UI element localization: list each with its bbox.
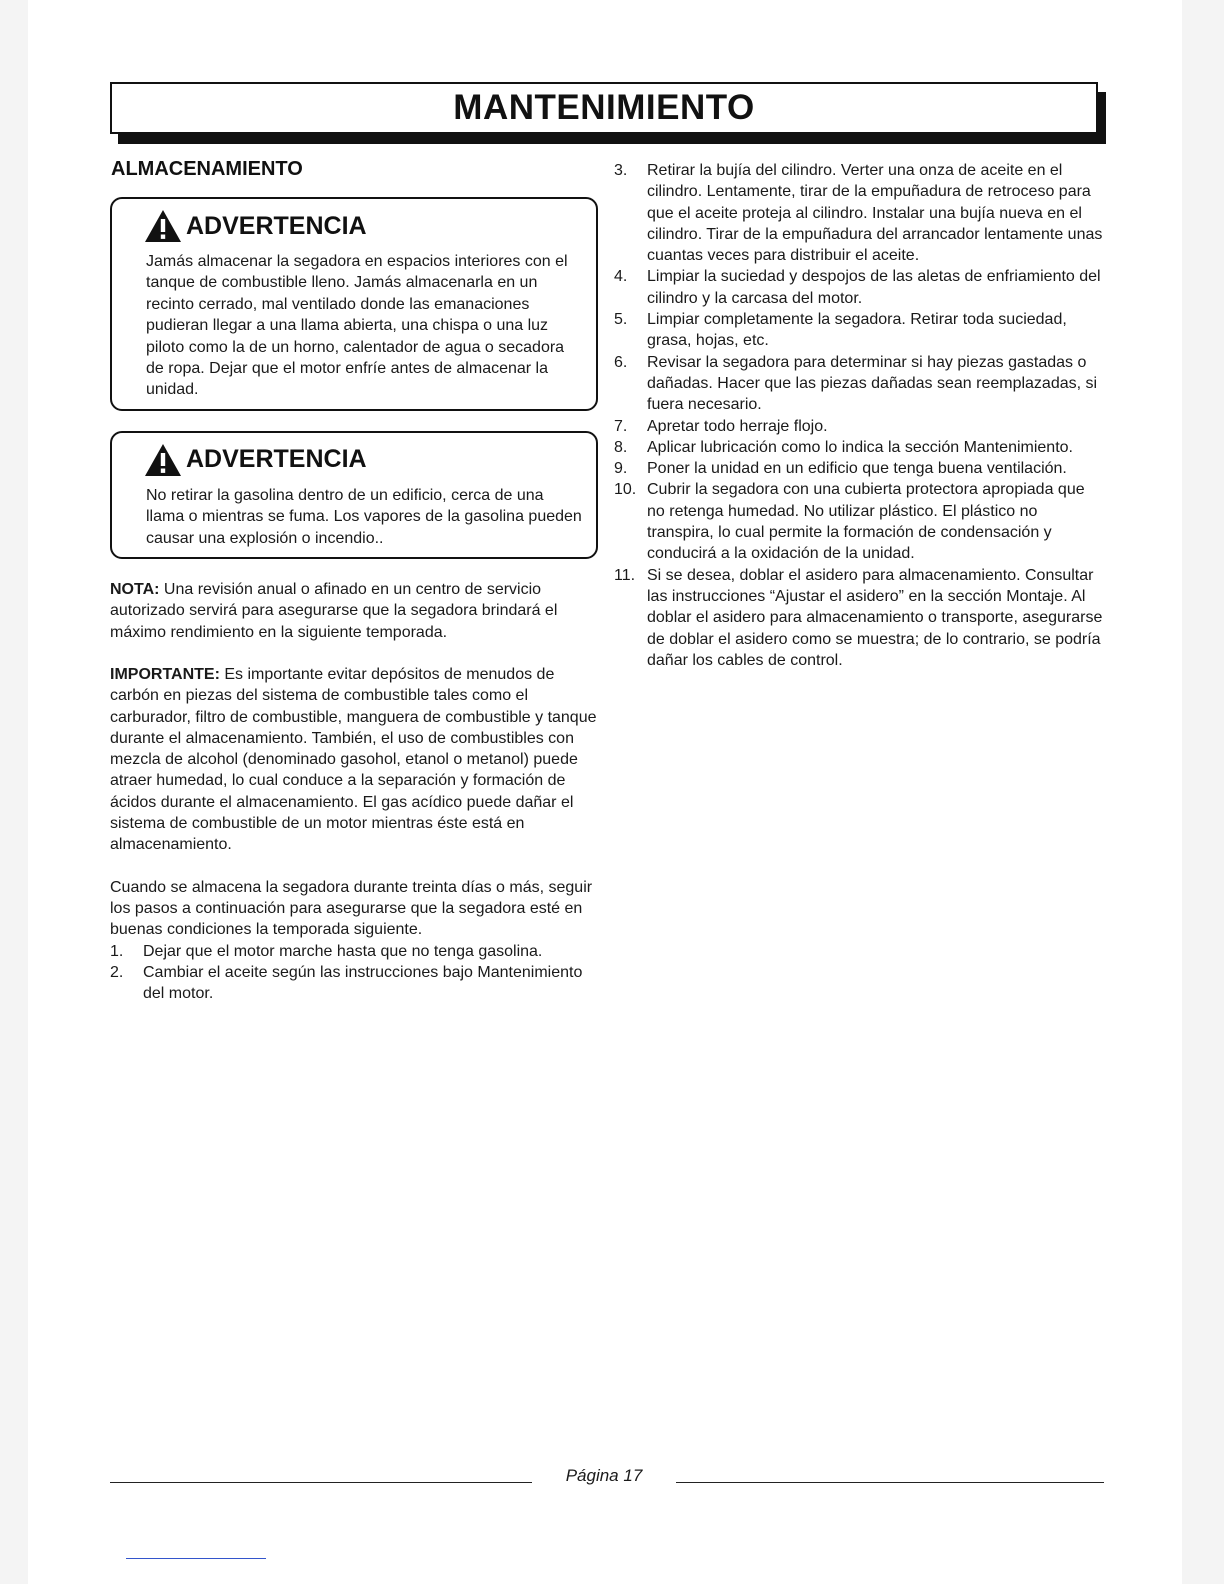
section-banner <box>110 82 1098 134</box>
right-column <box>614 160 1106 671</box>
warning-text: No retirar la gasolina dentro de un edificio, cerca de una llama o mientras se fuma. Los vapores de la gasolina pueden causar una explosión o incendio.. <box>146 486 582 547</box>
warning-box-storage <box>110 197 598 411</box>
note-paragraph <box>110 579 600 643</box>
note-label: NOTA: <box>110 581 160 599</box>
section-title: ALMACENAMIENTO <box>111 158 303 180</box>
warning-header <box>144 209 584 243</box>
warning-box-gasoline <box>110 431 598 559</box>
warning-triangle-icon <box>144 209 182 243</box>
warning-triangle-icon <box>144 443 182 477</box>
important-text: Es importante evitar depósitos de menudos de carbón en piezas del sistema de combustible tales como el carburador, filtro de combustible, manguera de combustible y tanque durante el almacenamiento. También, el uso de combustibles con mezcla de alcohol (denominado gasohol, etanol o metanol) puede atraer humedad, lo cual conduce a la separación y formación de ácidos durante el almacenamiento. El gas acídico puede dañar el sistema de combustible de un motor mientras éste está en almacenamiento. <box>110 665 597 854</box>
list-item: 6. Revisar la segadora para determinar si hay piezas gastadas o dañadas. Hacer que las piezas dañadas sean reemplazadas, si fuera necesario. <box>614 353 1098 414</box>
steps-list-right <box>614 160 1106 671</box>
note-text: Una revisión anual o afinado en un centro de servicio autorizado servirá para asegurarse que la segadora brindará el máximo rendimiento en la siguiente temporada. <box>110 581 558 641</box>
page-number: Página 17 <box>565 1466 643 1485</box>
list-item: 9. Poner la unidad en un edificio que tenga buena ventilación. <box>614 460 1067 478</box>
left-column <box>110 158 600 1004</box>
warning-title: ADVERTENCIA <box>186 211 367 240</box>
warning-header <box>144 443 584 477</box>
warning-text: Jamás almacenar la segadora en espacios interiores con el tanque de combustible lleno. Jamás almacenarla en un recinto cerrado, mal ventilado donde las emanaciones pudieran llegar a una llama abierta, una chispa o una luz piloto como la de un horno, calentador de agua o secadora de ropa. Dejar que el motor enfríe antes de almacenar la unidad. <box>146 253 568 399</box>
list-item: 10. Cubrir la segadora con una cubierta protectora apropiada que no retenga humedad. No utilizar plástico. El plástico no transpira, lo cual permite la formación de condensación y conducirá a la oxidación de la unidad. <box>614 481 1085 563</box>
list-item: 3. Retirar la bujía del cilindro. Verter una onza de aceite en el cilindro. Lentamente, tirar de la empuñadura de retroceso para que el aceite proteja al cilindro. Instalar una bujía nueva en el cilindro. Tirar de la empuñadura del arrancador lentamente unas cuantas veces para distribuir el aceite. <box>614 162 1103 265</box>
list-item: 4. Limpiar la suciedad y despojos de las aletas de enfriamiento del cilindro y la carcasa del motor. <box>614 268 1101 307</box>
intro-paragraph: Cuando se almacena la segadora durante treinta días o más, seguir los pasos a continuación para asegurarse que la segadora esté en buenas condiciones la temporada siguiente. <box>110 878 593 939</box>
important-label: IMPORTANTE: <box>110 665 220 683</box>
warning-title: ADVERTENCIA <box>186 445 367 474</box>
list-item: 7. Apretar todo herraje flojo. <box>614 417 828 435</box>
list-item: 2. Cambiar el aceite según las instrucciones bajo Mantenimiento del motor. <box>110 963 583 1003</box>
steps-list-left <box>110 941 600 1005</box>
important-paragraph <box>110 664 600 856</box>
footer-divider <box>676 1482 1104 1483</box>
footer-divider <box>110 1482 532 1483</box>
page-footer <box>110 1466 1104 1490</box>
page-title: MANTENIMIENTO <box>453 88 755 127</box>
list-item: 5. Limpiar completamente la segadora. Retirar toda suciedad, grasa, hojas, etc. <box>614 311 1067 350</box>
list-item: 8. Aplicar lubricación como lo indica la sección Mantenimiento. <box>614 438 1073 456</box>
list-item: 11. Si se desea, doblar el asidero para almacenamiento. Consultar las instrucciones “Ajustar el asidero” en la sección Montaje. Al doblar el asidero para almacenamiento o transporte, asegurarse de doblar el asidero como se muestra; de lo contrario, se podría dañar los cables de control. <box>614 566 1103 669</box>
bottom-divider <box>126 1558 266 1559</box>
list-item: 1. Dejar que el motor marche hasta que no tenga gasolina. <box>110 942 543 960</box>
